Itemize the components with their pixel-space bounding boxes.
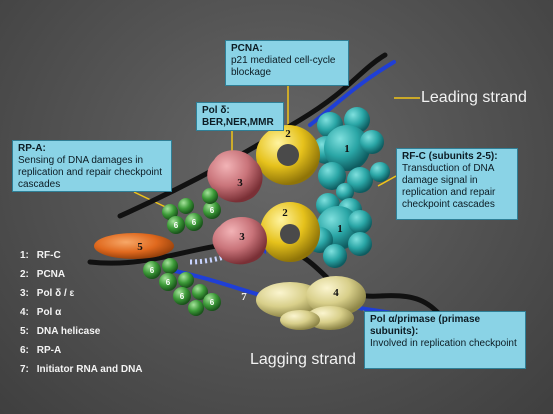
pol-alpha-number: 4 [333,287,339,299]
rpa-number-2: 6 [191,218,197,227]
leading-strand-label: Leading strand [421,89,527,106]
rpa-number-3: 6 [209,206,215,215]
legend-item [20,303,143,322]
pcna-callout-body: p21 mediated cell-cycle blockage [231,55,336,78]
rpa-callout-body: Sensing of DNA damages in replication and repair checkpoint cascades [18,155,162,190]
pol-alpha-primase [256,276,366,330]
rpa-number-4: 6 [149,266,155,275]
lagging-strand-label: Lagging strand [250,351,356,368]
legend-text: RP-A [36,345,62,356]
legend-number: 6: [20,345,29,356]
pcna-upper-number: 2 [285,128,291,140]
legend-number: 7: [20,364,29,375]
legend-text: PCNA [36,269,66,280]
pol-delta-callout [196,102,284,131]
legend-text: Pol α [36,307,62,318]
pol-alpha-callout [364,311,526,369]
pol-delta-callout-body: BER,NER,MMR [202,117,274,128]
legend-number: 3: [20,288,29,299]
legend-item [20,360,143,379]
legend-text: DNA helicase [36,326,101,337]
pol-alpha-callout-body: Involved in replication checkpoint [370,338,517,349]
rfc-upper-number: 1 [344,143,350,155]
pcna-callout [225,40,349,86]
rfc-callout-body: Transduction of DNA damage signal in replication and repair checkpoint cascades [402,163,496,210]
helicase-number: 5 [137,241,143,253]
legend-text: Pol δ / ε [36,288,75,299]
legend-number: 5: [20,326,29,337]
rpa-number-6: 6 [179,292,185,301]
pcna-callout-title: PCNA: [231,43,263,54]
rpa-lower-cluster [143,258,221,316]
rfc-callout-title: RF-C (subunits 2-5): [402,151,498,162]
legend-number: 2: [20,269,29,280]
protein-legend [20,246,143,379]
pcna-lower-number: 2 [282,207,288,219]
pol-alpha-callout-title: Pol α/primase (primase subunits): [370,314,481,337]
rpa-number-1: 6 [173,221,179,230]
rpa-callout [12,140,172,192]
pol-delta-callout-title: Pol δ: [202,105,230,116]
legend-number: 4: [20,307,29,318]
pcna-lower-ring [260,202,320,262]
legend-item [20,246,143,265]
legend-item [20,284,143,303]
rfc-lower-number: 1 [337,223,343,235]
pol-delta-lower-number: 3 [239,231,245,243]
legend-number: 1: [20,250,29,261]
legend-item [20,265,143,284]
primer-number: 7 [241,291,247,303]
legend-text: Initiator RNA and DNA [36,364,143,375]
rpa-number-5: 6 [165,278,171,287]
legend-text: RF-C [36,250,61,261]
rfc-callout [396,148,518,220]
legend-item [20,322,143,341]
rpa-callout-title: RP-A: [18,143,46,154]
legend-item [20,341,143,360]
pol-delta-upper-number: 3 [237,177,243,189]
rpa-number-7: 6 [209,298,215,307]
rfc-upper-cluster [312,107,390,201]
